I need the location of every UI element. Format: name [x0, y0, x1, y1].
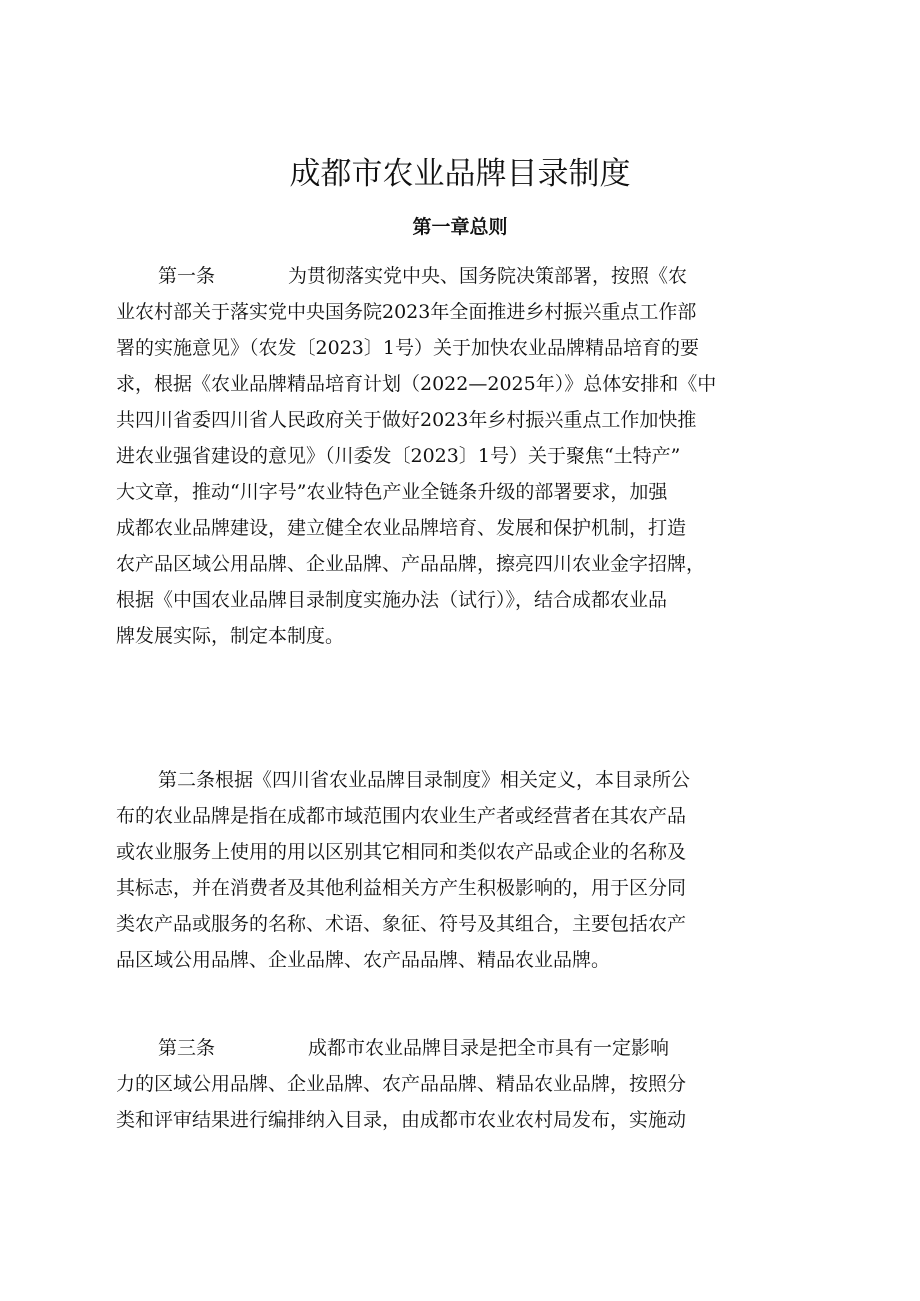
article-1-line: 大文章，推动“川字号”农业特色产业全链条升级的部署要求，加强: [116, 481, 668, 503]
article-1-paragraph: [116, 258, 816, 654]
article-2-line: 或农业服务上使用的用以区别其它相同和类似农产品或企业的名称及: [116, 841, 687, 863]
article-3-line: 力的区域公用品牌、企业品牌、农产品品牌、精品农业品牌，按照分: [116, 1073, 687, 1095]
article-1-line: 成都农业品牌建设，建立健全农业品牌培育、发展和保护机制，打造: [116, 517, 687, 539]
article-1-line: 根据《中国农业品牌目录制度实施办法（试行）》，结合成都农业品: [116, 589, 668, 611]
article-1-line: [116, 258, 816, 294]
document-title: 成都市农业品牌目录制度: [289, 156, 631, 192]
article-1-line: 求，根据《农业品牌精品培育计划（2022—2025年）》总体安排和《中: [116, 373, 717, 395]
article-2-paragraph: [116, 762, 816, 978]
article-3-line-text: 成都市农业品牌目录是把全市具有一定影响: [308, 1037, 670, 1059]
article-2-line: 第二条根据《四川省农业品牌目录制度》相关定义，本目录所公: [158, 769, 691, 791]
chapter-heading: 第一章总则: [412, 216, 508, 238]
article-3-heading: 第三条: [158, 1037, 216, 1059]
article-1-line: 进农业强省建设的意见》（川委发〔2023〕1号）关于聚焦“土特产”: [116, 445, 681, 467]
article-1-line: 牌发展实际，制定本制度。: [116, 625, 345, 647]
article-1-line: 署的实施意见》（农发〔2023〕1号）关于加快农业品牌精品培育的要: [116, 337, 699, 359]
article-3-paragraph: [116, 1030, 816, 1138]
article-1-line-text: 为贯彻落实党中央、国务院决策部署，按照《农: [288, 265, 688, 287]
article-1-line: 农产品区域公用品牌、企业品牌、产品品牌，擦亮四川农业金字招牌，: [116, 553, 706, 575]
article-1-line: 业农村部关于落实党中央国务院2023年全面推进乡村振兴重点工作部: [116, 301, 697, 323]
article-2-line: 类农产品或服务的名称、术语、象征、符号及其组合，主要包括农产: [116, 913, 687, 935]
article-2-line: 品区域公用品牌、企业品牌、农产品品牌、精品农业品牌。: [116, 949, 611, 971]
article-3-line: 类和评审结果进行编排纳入目录，由成都市农业农村局发布，实施动: [116, 1109, 687, 1131]
article-3-line: [116, 1030, 816, 1066]
article-1-heading: 第一条: [158, 265, 216, 287]
article-1-line: 共四川省委四川省人民政府关于做好2023年乡村振兴重点工作加快推: [116, 409, 697, 431]
article-2-line: 其标志，并在消费者及其他利益相关方产生积极影响的，用于区分同: [116, 877, 687, 899]
article-2-line: 布的农业品牌是指在成都市域范围内农业生产者或经营者在其农产品: [116, 805, 687, 827]
